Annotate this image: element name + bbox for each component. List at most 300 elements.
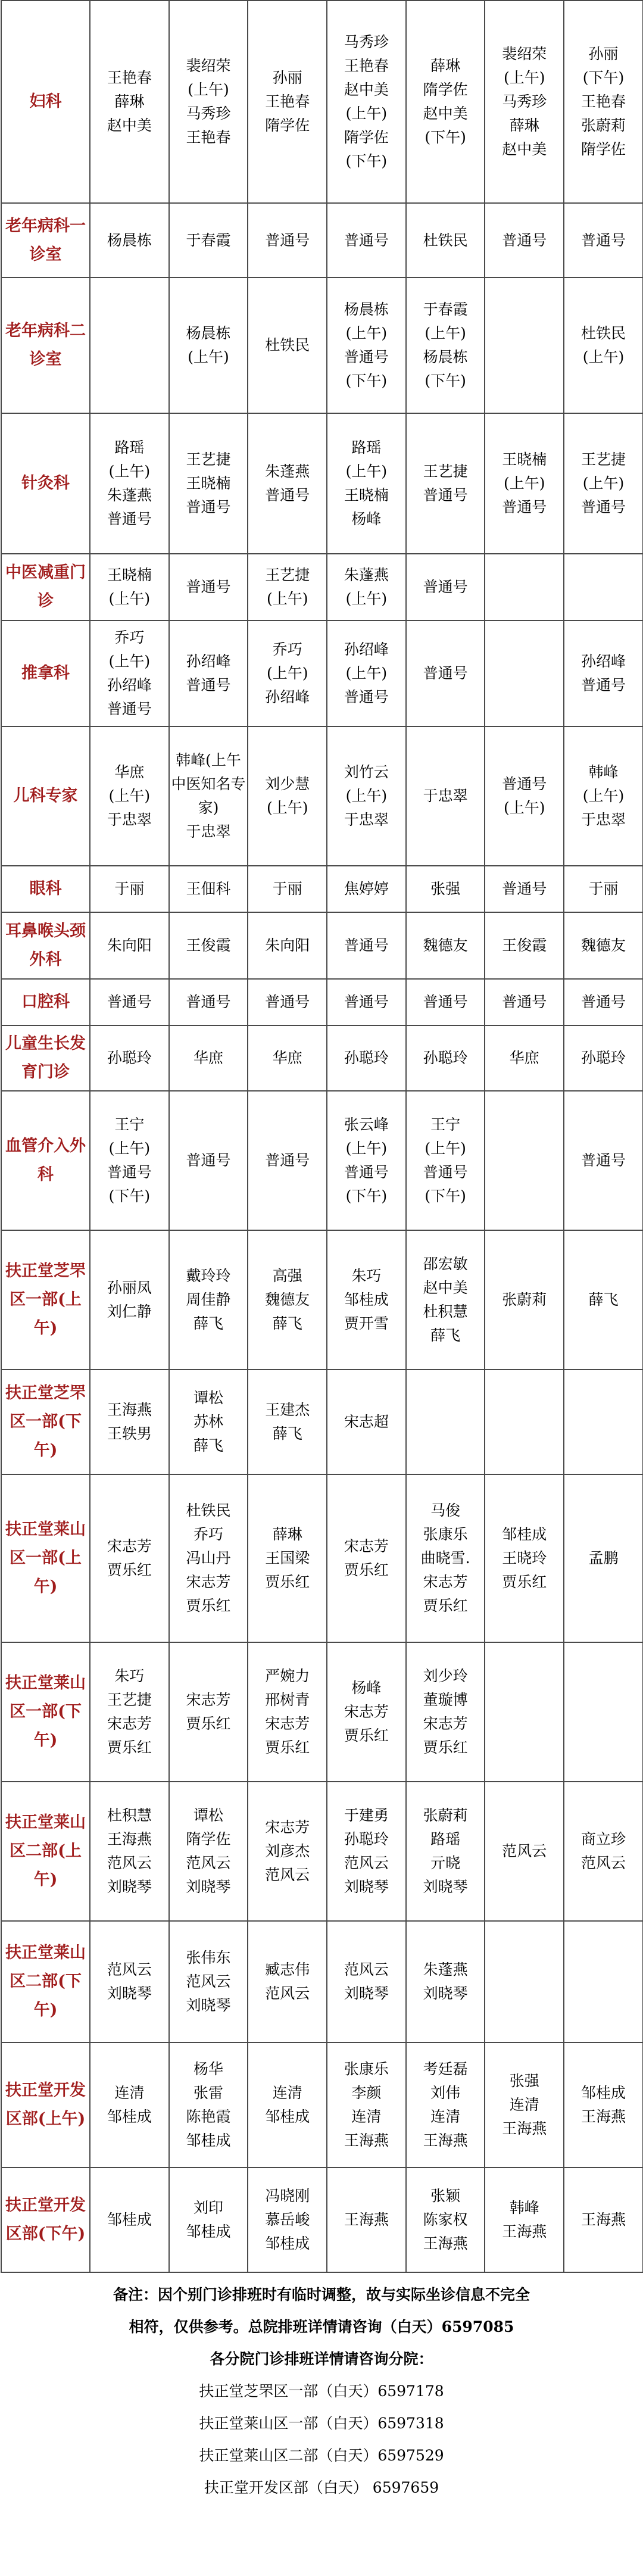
schedule-cell — [90, 1, 169, 203]
doctor-entry: 孙聪玲 — [580, 1049, 626, 1066]
doctor-entry: 薛飞 — [272, 1315, 302, 1332]
doctor-entry: 杨峰 — [351, 1679, 382, 1696]
doctor-entry: 贾乐红 — [107, 1739, 152, 1756]
note-line-3: 各分院门诊排班详情请咨询分院： — [210, 2350, 433, 2368]
schedule-cell — [90, 726, 169, 866]
doctor-entry: 刘晓琴 — [423, 1878, 468, 1895]
doctor-entry: 路瑶 — [430, 1830, 461, 1848]
doctor-entry: 张雷 — [193, 2084, 224, 2101]
schedule-cell — [406, 1230, 485, 1370]
doctor-entry: 路瑶 — [351, 439, 382, 456]
doctor-entry: 杨晨栋 — [344, 301, 389, 318]
doctor-entry: 赵中美 — [344, 81, 389, 98]
schedule-cell — [169, 866, 248, 912]
schedule-cell — [248, 1025, 327, 1091]
doctor-entry: 杨华 — [193, 2060, 224, 2078]
doctor-entry: 贾乐红 — [265, 1739, 310, 1756]
doctor-entry: 王轶男 — [107, 1425, 152, 1442]
doctor-entry: 贾乐红 — [502, 1573, 547, 1590]
doctor-entry: 马秀珍 — [186, 105, 231, 122]
doctor-entry: 孙绍峰 — [265, 688, 310, 706]
doctor-entry: 王建杰 — [265, 1401, 310, 1418]
schedule-body — [1, 1, 643, 2272]
schedule-cell — [327, 1, 406, 203]
schedule-cell — [564, 866, 643, 912]
doctor-entry: 连清 — [114, 2084, 145, 2101]
schedule-cell — [327, 912, 406, 979]
schedule-cell — [485, 1642, 564, 1782]
doctor-entry: (上午) — [266, 799, 308, 816]
doctor-entry: 孙绍峰 — [580, 653, 626, 670]
doctor-entry: 慕岳峻 — [265, 2211, 310, 2228]
doctor-entry: 王俊霞 — [186, 937, 231, 954]
schedule-cell — [327, 554, 406, 620]
doctor-entry: 赵中美 — [423, 105, 468, 122]
doctor-entry: 孙聪玲 — [344, 1830, 389, 1848]
doctor-entry: 刘少玲 — [423, 1667, 468, 1685]
doctor-entry: 乔巧 — [114, 629, 145, 646]
doctor-entry: (下午) — [345, 372, 388, 389]
doctor-entry: 普通号 — [502, 231, 547, 249]
doctor-entry: 普通号 — [344, 348, 389, 366]
doctor-entry: (上午) — [582, 475, 625, 492]
doctor-entry: 普通号 — [580, 498, 626, 516]
schedule-cell — [406, 1370, 485, 1474]
schedule-cell — [90, 912, 169, 979]
schedule-cell — [248, 1230, 327, 1370]
schedule-cell — [564, 1921, 643, 2042]
doctor-entry: 宋志芳 — [186, 1573, 231, 1590]
schedule-cell — [564, 726, 643, 866]
doctor-entry: 王晓楠 — [107, 566, 152, 584]
doctor-entry: 杜积慧 — [107, 1807, 152, 1824]
doctor-entry: 贾乐红 — [423, 1597, 468, 1614]
doctor-entry: 薛琳 — [430, 57, 461, 74]
schedule-cell — [327, 413, 406, 554]
doctor-entry: 谭松 — [193, 1389, 224, 1406]
branch-contact: 扶正堂莱山区一部（白天）6597318 — [199, 2415, 444, 2432]
schedule-cell — [564, 413, 643, 554]
schedule-row — [1, 1370, 643, 1474]
doctor-entry: 普通号 — [423, 1164, 468, 1181]
doctor-entry: 邹桂成 — [502, 1526, 547, 1543]
doctor-entry: 赵中美 — [502, 141, 547, 158]
doctor-entry: 普通号 — [502, 880, 547, 897]
schedule-row — [1, 2042, 643, 2168]
schedule-cell — [327, 1474, 406, 1642]
doctor-entry: (上午) — [345, 787, 388, 804]
doctor-entry: 张康乐 — [344, 2060, 389, 2078]
schedule-cell — [248, 1091, 327, 1230]
schedule-cell — [169, 1370, 248, 1474]
doctor-entry: 邹桂成 — [344, 1291, 389, 1308]
doctor-entry: 于丽 — [272, 880, 302, 897]
schedule-cell — [248, 1474, 327, 1642]
doctor-entry: 刘晓琴 — [186, 1878, 231, 1895]
doctor-entry: 范风云 — [344, 1854, 389, 1872]
schedule-row — [1, 620, 643, 726]
schedule-cell — [169, 2168, 248, 2272]
department-name: 儿童生长发育门诊 — [1, 1025, 90, 1091]
schedule-cell — [327, 1642, 406, 1782]
schedule-cell — [485, 2168, 564, 2272]
doctor-entry: 王海燕 — [107, 1830, 152, 1848]
doctor-entry: 普通号 — [502, 775, 547, 793]
doctor-entry: 普通号 — [580, 1152, 626, 1169]
doctor-entry: (上午) — [582, 787, 625, 804]
doctor-entry: 隋学佐 — [265, 117, 310, 134]
schedule-cell — [485, 1, 564, 203]
note-line-1: 备注：因个别门诊排班时有临时调整，故与实际坐诊信息不完全 — [113, 2286, 530, 2303]
department-name: 眼科 — [1, 866, 90, 912]
department-name: 老年病科一诊室 — [1, 203, 90, 277]
doctor-entry: 邹桂成 — [265, 2235, 310, 2252]
doctor-entry: (上午) — [345, 665, 388, 682]
doctor-entry: 于忠翠 — [344, 811, 389, 828]
doctor-entry: (上午) — [188, 348, 229, 366]
schedule-row — [1, 1642, 643, 1782]
doctor-entry: 普通号 — [107, 993, 152, 1011]
doctor-entry: 王艺捷 — [107, 1691, 152, 1708]
doctor-entry: 贾乐红 — [186, 1715, 231, 1732]
doctor-entry: (下午) — [424, 372, 466, 389]
doctor-entry: 普通号 — [186, 1152, 231, 1169]
department-name: 扶正堂开发区部(上午) — [1, 2042, 90, 2168]
doctor-entry: 魏德友 — [423, 937, 468, 954]
doctor-entry: 王艺捷 — [186, 451, 231, 468]
doctor-entry: 宋志芳 — [344, 1538, 389, 1555]
schedule-cell — [169, 1474, 248, 1642]
doctor-entry: 于建勇 — [344, 1807, 389, 1824]
schedule-cell — [90, 1025, 169, 1091]
schedule-cell — [169, 726, 248, 866]
doctor-entry: (下午) — [345, 1187, 388, 1205]
doctor-entry: 魏德友 — [265, 1291, 310, 1308]
doctor-entry: 范风云 — [502, 1842, 547, 1860]
doctor-entry: 刘晓琴 — [344, 1878, 389, 1895]
doctor-entry: 王海燕 — [423, 2235, 468, 2252]
doctor-entry: 普通号 — [186, 993, 231, 1011]
doctor-entry: 马秀珍 — [344, 33, 389, 51]
doctor-entry: (下午) — [345, 152, 388, 170]
schedule-cell — [248, 1, 327, 203]
doctor-entry: 高强 — [272, 1267, 302, 1284]
doctor-entry: 王艳春 — [265, 93, 310, 110]
schedule-cell — [406, 413, 485, 554]
schedule-row — [1, 1921, 643, 2042]
schedule-row — [1, 1025, 643, 1091]
schedule-cell — [90, 979, 169, 1025]
doctor-entry: 范风云 — [344, 1961, 389, 1978]
doctor-entry: (上午) — [345, 325, 388, 342]
schedule-cell — [248, 2042, 327, 2168]
doctor-entry: 刘彦杰 — [265, 1842, 310, 1860]
schedule-cell — [485, 979, 564, 1025]
doctor-entry: 王晓楠 — [344, 486, 389, 504]
doctor-entry: 连清 — [430, 2108, 461, 2125]
schedule-cell — [485, 620, 564, 726]
doctor-entry: 王宁 — [430, 1116, 461, 1133]
doctor-entry: 王海燕 — [580, 2108, 626, 2125]
doctor-entry: 孙绍峰 — [107, 676, 152, 694]
doctor-entry: 臧志伟 — [265, 1961, 310, 1978]
department-name: 扶正堂芝罘区一部(上午) — [1, 1230, 90, 1370]
doctor-entry: (上午) — [504, 69, 545, 86]
doctor-entry: 王晓玲 — [502, 1549, 547, 1567]
doctor-entry: (上午) — [108, 787, 151, 804]
doctor-entry: 张强 — [509, 2072, 539, 2090]
doctor-entry: 隋学佐 — [580, 141, 626, 158]
doctor-entry: 孙聪玲 — [423, 1049, 468, 1066]
schedule-cell — [406, 912, 485, 979]
schedule-row — [1, 912, 643, 979]
doctor-entry: 薛飞 — [193, 1315, 224, 1332]
doctor-entry: 宋志芳 — [265, 1715, 310, 1732]
doctor-entry: 张伟东 — [186, 1949, 231, 1966]
doctor-entry: 裴绍荣 — [502, 45, 547, 63]
doctor-entry: 冯山丹 — [186, 1549, 231, 1567]
doctor-entry: 杜铁民 — [423, 231, 468, 249]
schedule-cell — [564, 1230, 643, 1370]
schedule-cell — [169, 620, 248, 726]
doctor-entry: 王艺捷 — [265, 566, 310, 584]
doctor-entry: 普通号 — [107, 510, 152, 528]
doctor-entry: 普通号 — [502, 498, 547, 516]
schedule-cell — [327, 1782, 406, 1921]
schedule-cell — [406, 1782, 485, 1921]
branch-contact: 扶正堂开发区部（白天） 6597659 — [204, 2479, 439, 2496]
schedule-cell — [564, 1025, 643, 1091]
schedule-cell — [169, 1025, 248, 1091]
doctor-entry: 朱向阳 — [265, 937, 310, 954]
schedule-row — [1, 979, 643, 1025]
doctor-entry: 商立珍 — [580, 1830, 626, 1848]
schedule-cell — [169, 554, 248, 620]
doctor-entry: 邹桂成 — [580, 2084, 626, 2101]
doctor-entry: 普通号 — [580, 231, 626, 249]
schedule-row — [1, 2168, 643, 2272]
schedule-cell — [248, 1782, 327, 1921]
doctor-entry: 刘伟 — [430, 2084, 461, 2101]
doctor-entry: 宋志芳 — [186, 1691, 231, 1708]
doctor-entry: 王海燕 — [580, 2211, 626, 2228]
doctor-entry: 孙聪玲 — [107, 1049, 152, 1066]
schedule-cell — [485, 1091, 564, 1230]
schedule-cell — [327, 277, 406, 413]
doctor-entry: 贾乐红 — [344, 1561, 389, 1579]
doctor-entry: 王海燕 — [502, 2120, 547, 2137]
doctor-entry: 韩峰(上午中医知名专家) — [171, 751, 246, 816]
schedule-cell — [248, 203, 327, 277]
doctor-entry: 曲晓雪. — [420, 1549, 470, 1567]
doctor-entry: 于忠翠 — [423, 787, 468, 804]
doctor-entry: 于忠翠 — [186, 823, 231, 840]
schedule-cell — [406, 2042, 485, 2168]
schedule-cell — [485, 554, 564, 620]
doctor-entry: (上午) — [424, 1140, 466, 1157]
schedule-cell — [248, 554, 327, 620]
doctor-entry: 刘晓琴 — [186, 1997, 231, 2014]
schedule-cell — [90, 2168, 169, 2272]
schedule-cell — [169, 277, 248, 413]
doctor-entry: 严婉力 — [265, 1667, 310, 1685]
doctor-entry: 刘晓琴 — [344, 1985, 389, 2002]
doctor-entry: 韩峰 — [588, 763, 619, 781]
schedule-cell — [90, 203, 169, 277]
doctor-entry: 杨峰 — [351, 510, 382, 528]
schedule-cell — [406, 203, 485, 277]
doctor-entry: 范风云 — [186, 1973, 231, 1990]
schedule-cell — [564, 1, 643, 203]
doctor-entry: 邵宏敏 — [423, 1255, 468, 1273]
doctor-entry: (上午) — [345, 105, 388, 122]
schedule-cell — [564, 1474, 643, 1642]
notes-section — [0, 2279, 643, 2504]
schedule-cell — [327, 1025, 406, 1091]
department-name: 扶正堂莱山区二部(下午) — [1, 1921, 90, 2042]
department-name: 耳鼻喉头颈外科 — [1, 912, 90, 979]
schedule-cell — [327, 2168, 406, 2272]
clinic-schedule-table — [1, 0, 643, 2273]
schedule-cell — [327, 1230, 406, 1370]
department-name: 扶正堂莱山区二部(上午) — [1, 1782, 90, 1921]
doctor-entry: 王艺捷 — [580, 451, 626, 468]
schedule-row — [1, 413, 643, 554]
doctor-entry: 连清 — [351, 2108, 382, 2125]
doctor-entry: 贾乐红 — [186, 1597, 231, 1614]
schedule-cell — [485, 413, 564, 554]
doctor-entry: 赵中美 — [423, 1279, 468, 1296]
doctor-entry: 刘晓琴 — [107, 1985, 152, 2002]
schedule-cell — [90, 1782, 169, 1921]
doctor-entry: 普通号 — [423, 578, 468, 595]
doctor-entry: 于忠翠 — [107, 811, 152, 828]
doctor-entry: 张蔚莉 — [502, 1291, 547, 1308]
doctor-entry: 王海燕 — [344, 2132, 389, 2149]
doctor-entry: 张颖 — [430, 2187, 461, 2204]
doctor-entry: 张康乐 — [423, 1526, 468, 1543]
doctor-entry: 华庶 — [193, 1049, 224, 1066]
schedule-cell — [406, 1921, 485, 2042]
schedule-cell — [564, 1782, 643, 1921]
doctor-entry: 普通号 — [265, 231, 310, 249]
doctor-entry: 朱巧 — [114, 1667, 145, 1685]
schedule-cell — [406, 866, 485, 912]
schedule-cell — [169, 1, 248, 203]
doctor-entry: 普通号 — [186, 578, 231, 595]
schedule-cell — [248, 1370, 327, 1474]
doctor-entry: 于丽 — [114, 880, 145, 897]
doctor-entry: (上午) — [345, 1140, 388, 1157]
doctor-entry: 亓晓 — [430, 1854, 461, 1872]
doctor-entry: 王艳春 — [580, 93, 626, 110]
schedule-cell — [90, 2042, 169, 2168]
doctor-entry: 刘晓琴 — [423, 1985, 468, 2002]
doctor-entry: 连清 — [509, 2096, 539, 2113]
doctor-entry: 朱蓬燕 — [423, 1961, 468, 1978]
doctor-entry: 宋志芳 — [107, 1715, 152, 1732]
doctor-entry: (上午) — [108, 463, 151, 480]
doctor-entry: 连清 — [272, 2084, 302, 2101]
doctor-entry: 薛飞 — [193, 1437, 224, 1454]
schedule-row — [1, 1782, 643, 1921]
doctor-entry: (上午) — [188, 81, 229, 98]
schedule-cell — [169, 203, 248, 277]
doctor-entry: (上午) — [504, 475, 545, 492]
doctor-entry: 朱蓬燕 — [265, 463, 310, 480]
department-name: 扶正堂莱山区一部(上午) — [1, 1474, 90, 1642]
doctor-entry: 陈家权 — [423, 2211, 468, 2228]
doctor-entry: (下午) — [582, 69, 625, 86]
doctor-entry: 普通号 — [107, 700, 152, 718]
schedule-cell — [485, 2042, 564, 2168]
schedule-cell — [327, 1921, 406, 2042]
schedule-cell — [485, 277, 564, 413]
branch-contact: 扶正堂莱山区二部（白天）6597529 — [199, 2447, 444, 2464]
doctor-entry: (上午) — [108, 1140, 151, 1157]
doctor-entry: 范风云 — [107, 1854, 152, 1872]
schedule-cell — [327, 2042, 406, 2168]
doctor-entry: 王海燕 — [107, 1401, 152, 1418]
schedule-cell — [485, 1782, 564, 1921]
doctor-entry: 华庶 — [509, 1049, 539, 1066]
schedule-cell — [327, 1370, 406, 1474]
doctor-entry: 王艳春 — [344, 57, 389, 74]
schedule-cell — [485, 912, 564, 979]
doctor-entry: 苏林 — [193, 1413, 224, 1430]
doctor-entry: 王海燕 — [423, 2132, 468, 2149]
doctor-entry: 杜铁民 — [580, 325, 626, 342]
doctor-entry: 王艳春 — [186, 129, 231, 146]
schedule-cell — [169, 1230, 248, 1370]
branch-contact: 扶正堂芝罘区一部（白天）6597178 — [199, 2382, 444, 2400]
schedule-cell — [406, 554, 485, 620]
doctor-entry: 孙丽 — [588, 45, 619, 63]
schedule-cell — [90, 866, 169, 912]
schedule-cell — [169, 1091, 248, 1230]
doctor-entry: 杨晨栋 — [186, 325, 231, 342]
doctor-entry: 魏德友 — [580, 937, 626, 954]
doctor-entry: 朱巧 — [351, 1267, 382, 1284]
doctor-entry: 普通号 — [580, 676, 626, 694]
doctor-entry: 宋志芳 — [107, 1538, 152, 1555]
schedule-cell — [485, 1025, 564, 1091]
doctor-entry: 张蔚莉 — [423, 1807, 468, 1824]
doctor-entry: 于丽 — [588, 880, 619, 897]
schedule-cell — [406, 620, 485, 726]
doctor-entry: 普通号 — [423, 486, 468, 504]
schedule-cell — [406, 1, 485, 203]
doctor-entry: 朱蓬燕 — [107, 486, 152, 504]
doctor-entry: 赵中美 — [107, 117, 152, 134]
doctor-entry: 普通号 — [344, 993, 389, 1011]
doctor-entry: 王晓楠 — [186, 475, 231, 492]
doctor-entry: 王艳春 — [107, 69, 152, 86]
doctor-entry: 刘仁静 — [107, 1303, 152, 1320]
doctor-entry: 路瑶 — [114, 439, 145, 456]
department-name: 口腔科 — [1, 979, 90, 1025]
doctor-entry: 孙聪玲 — [344, 1049, 389, 1066]
doctor-entry: 冯晓刚 — [265, 2187, 310, 2204]
doctor-entry: 于忠翠 — [580, 811, 626, 828]
doctor-entry: 周佳静 — [186, 1291, 231, 1308]
doctor-entry: 王国梁 — [265, 1549, 310, 1567]
doctor-entry: 普通号 — [265, 486, 310, 504]
doctor-entry: 薛琳 — [509, 117, 539, 134]
doctor-entry: 邹桂成 — [265, 2108, 310, 2125]
schedule-cell — [485, 866, 564, 912]
schedule-cell — [248, 912, 327, 979]
